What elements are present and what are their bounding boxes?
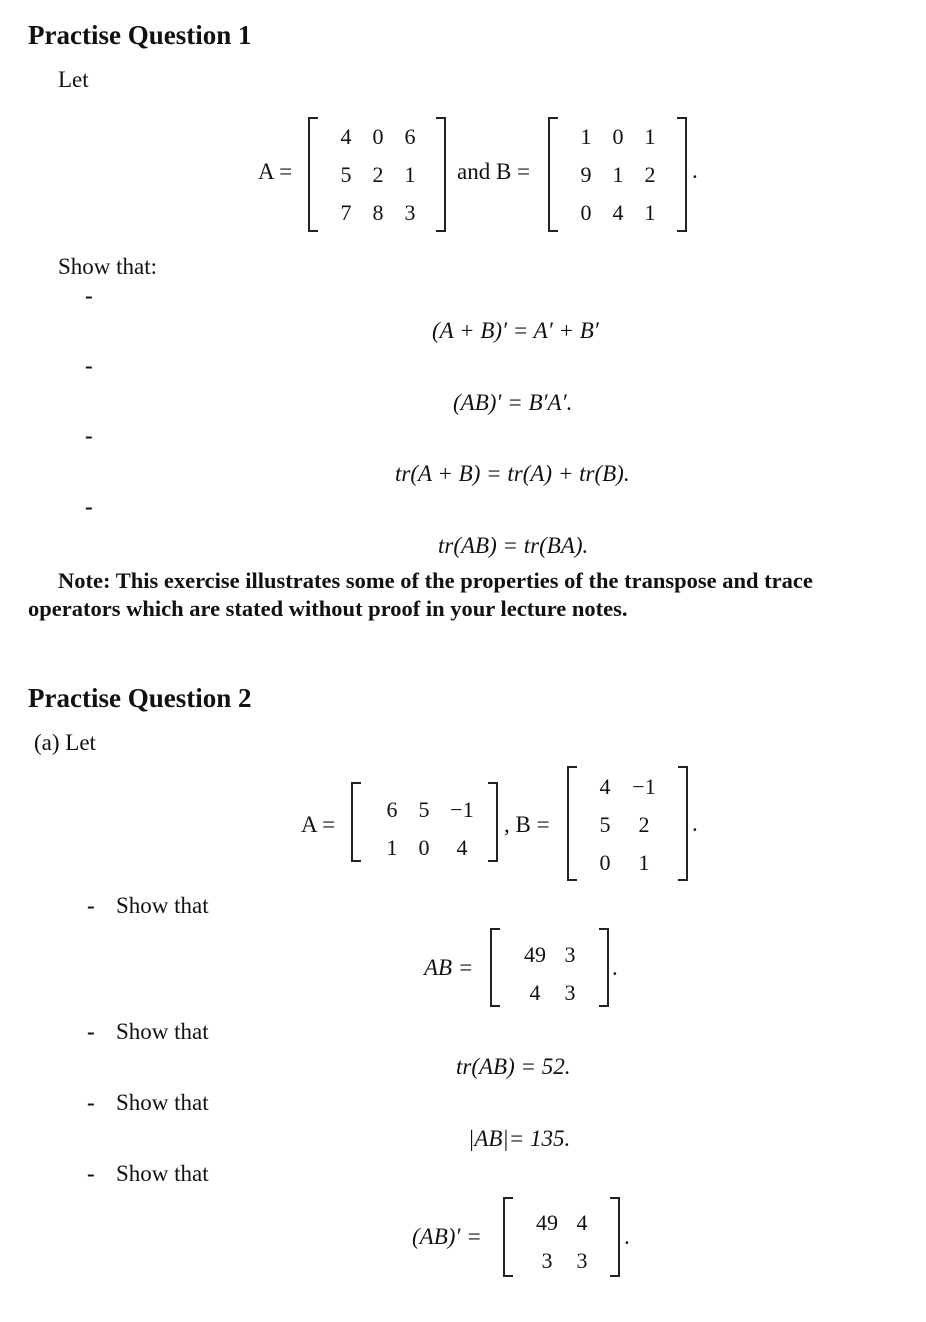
matrix-cell: 3 <box>404 200 416 225</box>
matrix-row <box>376 829 484 867</box>
matrix-cell: 5 <box>418 797 430 822</box>
q1-note-line-1: Note: This exercise illustrates some of the properties of the transpose and trace <box>58 568 813 593</box>
q2-b-left-bracket <box>567 766 577 881</box>
matrix-cell: 49 <box>536 1210 558 1235</box>
q1-title: Practise Question 1 <box>28 20 252 50</box>
q2-ab-left-bracket <box>490 928 500 1007</box>
matrix-cell: 8 <box>372 200 384 225</box>
matrix-cell: 1 <box>644 124 656 149</box>
matrix-cell: 4 <box>599 774 611 799</box>
matrix-cell: 0 <box>599 850 611 875</box>
q1-intro: Let <box>58 67 89 92</box>
matrix-cell: 3 <box>576 1248 588 1273</box>
matrix-cell: 4 <box>576 1210 588 1235</box>
matrix-row <box>528 1242 598 1280</box>
matrix-cell: −1 <box>450 797 474 822</box>
matrix-cell: 2 <box>644 162 656 187</box>
q2-ab-label: AB = <box>424 955 474 980</box>
matrix-row <box>570 156 666 194</box>
q2-ab-period: . <box>612 955 618 980</box>
q2-show-that-2: Show that <box>116 1019 209 1044</box>
matrix-cell: −1 <box>632 774 656 799</box>
matrix-cell: 4 <box>612 200 624 225</box>
matrix-cell: 6 <box>386 797 398 822</box>
q2-a-label: A = <box>301 812 336 837</box>
q1-a-label: A = <box>258 159 293 184</box>
q2-a-left-bracket <box>351 782 361 862</box>
matrix-cell: 2 <box>372 162 384 187</box>
q1-equation-1: (A + B)′ = A′ + B′ <box>432 318 599 343</box>
q1-a-right-bracket <box>436 117 446 232</box>
q1-matrix-a <box>330 118 426 232</box>
q2-abt-left-bracket <box>503 1197 513 1277</box>
matrix-cell: 3 <box>564 980 576 1005</box>
matrix-row <box>588 844 666 882</box>
q2-abt-label: (AB)′ = <box>412 1224 482 1249</box>
matrix-cell: 4 <box>340 124 352 149</box>
matrix-row <box>330 156 426 194</box>
q2-matrix-abt <box>528 1204 598 1280</box>
q2-matrix-a <box>376 791 484 867</box>
matrix-cell: 49 <box>524 942 546 967</box>
q1-show-label: Show that: <box>58 254 158 279</box>
q1-b-right-bracket <box>677 117 687 232</box>
q2-title: Practise Question 2 <box>28 683 252 713</box>
matrix-cell: 2 <box>638 812 650 837</box>
matrix-cell: 5 <box>340 162 352 187</box>
q2-matrix-b <box>588 768 666 882</box>
q2-bullet-1: - <box>87 893 95 918</box>
matrix-cell: 3 <box>564 942 576 967</box>
matrix-cell: 1 <box>404 162 416 187</box>
matrix-row <box>516 936 586 974</box>
q2-show-that-3: Show that <box>116 1090 209 1115</box>
matrix-cell: 0 <box>612 124 624 149</box>
matrix-row <box>588 806 666 844</box>
matrix-cell: 9 <box>580 162 592 187</box>
matrix-cell: 1 <box>386 835 398 860</box>
q2-ab-right-bracket <box>599 928 609 1007</box>
matrix-cell: 7 <box>340 200 352 225</box>
q2-bullet-2: - <box>87 1019 95 1044</box>
matrix-row <box>570 118 666 156</box>
q2-end-period: . <box>692 811 698 836</box>
q2-b-label: , B = <box>504 812 550 837</box>
matrix-row <box>516 974 586 1012</box>
matrix-cell: 4 <box>456 835 468 860</box>
matrix-row <box>528 1204 598 1242</box>
q1-equation-2: (AB)′ = B′A′. <box>453 390 573 415</box>
q1-equation-4: tr(AB) = tr(BA). <box>438 533 589 558</box>
matrix-row <box>588 768 666 806</box>
q1-bullet-2: - <box>85 353 93 378</box>
matrix-cell: 1 <box>580 124 592 149</box>
q2-abt-right-bracket <box>610 1197 620 1277</box>
q2-det-ab: |AB|= 135. <box>468 1126 571 1151</box>
matrix-cell: 0 <box>418 835 430 860</box>
matrix-cell: 0 <box>372 124 384 149</box>
matrix-row <box>376 791 484 829</box>
q2-abt-period: . <box>624 1224 630 1249</box>
q2-b-right-bracket <box>678 766 688 881</box>
matrix-cell: 4 <box>529 980 541 1005</box>
q1-bullet-4: - <box>85 494 93 519</box>
q2-show-that-1: Show that <box>116 893 209 918</box>
q1-b-left-bracket <box>548 117 558 232</box>
matrix-cell: 1 <box>638 850 650 875</box>
q2-a-right-bracket <box>488 782 498 862</box>
q2-bullet-4: - <box>87 1161 95 1186</box>
q1-note-line-2: operators which are stated without proof in your lecture notes. <box>28 596 628 621</box>
matrix-row <box>330 194 426 232</box>
q1-end-period: . <box>692 158 698 183</box>
q2-matrix-ab <box>516 936 586 1012</box>
q1-a-left-bracket <box>308 117 318 232</box>
q1-matrix-b <box>570 118 666 232</box>
q2-part-a: (a) Let <box>34 730 96 755</box>
q2-tr-ab: tr(AB) = 52. <box>456 1054 571 1079</box>
matrix-cell: 6 <box>404 124 416 149</box>
q2-show-that-4: Show that <box>116 1161 209 1186</box>
matrix-row <box>330 118 426 156</box>
matrix-cell: 1 <box>612 162 624 187</box>
q1-bullet-1: - <box>85 283 93 308</box>
matrix-cell: 3 <box>541 1248 553 1273</box>
q1-equation-3: tr(A + B) = tr(A) + tr(B). <box>395 461 630 486</box>
matrix-row <box>570 194 666 232</box>
q1-bullet-3: - <box>85 423 93 448</box>
q1-and-b-label: and B = <box>457 159 531 184</box>
q2-bullet-3: - <box>87 1090 95 1115</box>
matrix-cell: 0 <box>580 200 592 225</box>
matrix-cell: 5 <box>599 812 611 837</box>
matrix-cell: 1 <box>644 200 656 225</box>
